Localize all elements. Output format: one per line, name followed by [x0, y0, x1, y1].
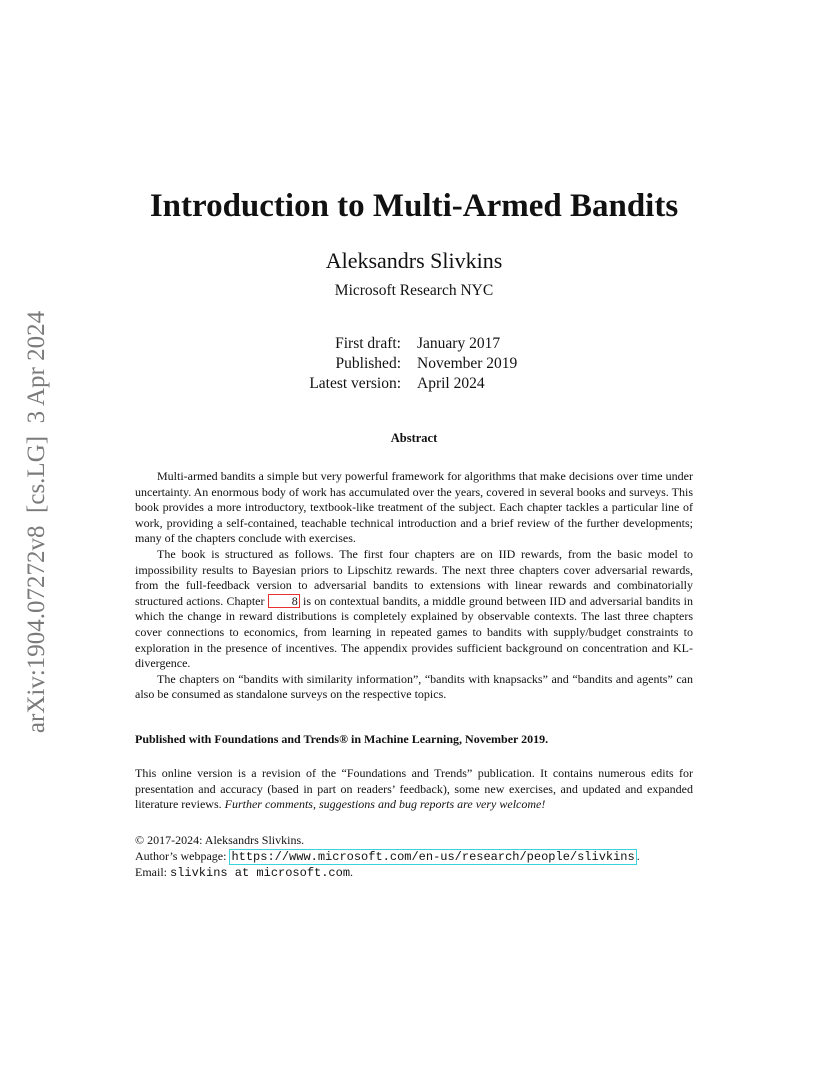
email-address: slivkins at microsoft.com: [170, 866, 351, 881]
copyright-line: © 2017-2024: Aleksandrs Slivkins.: [135, 833, 305, 847]
abstract-text: The book is structured as follows. The first four chapters are on IID rewards, from the basic model to impossibility results to Bayesian priors to Lipschitz rewards. The next three chapters cover adversarial rewards, from the full-feedback version to adversarial bandits to extensions with linear rewards and combinatorially structured actions. Chapter: [135, 546, 693, 608]
author-name: Aleksandrs Slivkins: [325, 248, 503, 273]
revision-text: This online version is a revision of the “Foundations and Trends” publication. It contains numerous edits for presentation and accuracy (based in part on readers’ feedback), some new exercises, and updated and expanded literature reviews.: [135, 766, 693, 812]
revision-emphasis: Further comments, suggestions and bug reports are very welcome!: [224, 797, 546, 812]
webpage-line: Author’s webpage: https://www.microsoft.com/en-us/research/people/slivkins .: [135, 848, 640, 864]
abstract-body: [135, 469, 693, 703]
webpage-link[interactable]: https://www.microsoft.com/en-us/research/people/slivkins: [231, 849, 635, 864]
date-label: First draft:: [335, 335, 401, 352]
paper-title: Introduction to Multi-Armed Bandits: [149, 188, 679, 224]
abstract-heading: Abstract: [390, 431, 438, 445]
email-line: Email: slivkins at microsoft.com.: [135, 865, 354, 881]
date-row: [303, 354, 517, 374]
publication-note-text: Published with Foundations and Trends® in Machine Learning, November 2019.: [135, 732, 549, 746]
date-row: [303, 374, 517, 394]
webpage-label: Author’s webpage:: [135, 848, 230, 863]
date-label: Published:: [335, 355, 401, 372]
date-value: April 2024: [417, 375, 485, 392]
contact-block: [135, 833, 735, 882]
abstract-text: is on contextual bandits, a middle ground between IID and adversarial bandits in which the change in reward distributions is completely explained by observable contexts. The last three chapters cover connections to economics, from learning in repeated games to bandits with supply/budget constraints to exploration in the presence of incentives. The appendix provides sufficient background on concentration and KL-divergence.: [135, 593, 693, 671]
date-value: November 2019: [417, 355, 518, 372]
date-label: Latest version:: [309, 375, 401, 392]
email-label: Email:: [135, 865, 170, 880]
revision-paragraph: [135, 766, 693, 813]
revision-note: [135, 766, 693, 813]
publication-note: [135, 732, 693, 748]
abstract-paragraph: Multi-armed bandits a simple but very powerful framework for algorithms that make decisions over time under uncertainty. An enormous body of work has accumulated over the years, covered in several books and surveys. This book provides a more introductory, textbook-like treatment of the subject. Each chapter tackles a particular line of work, providing a self-contained, teachable technical introduction and a brief review of the further developments; many of the chapters conclude with exercises.: [135, 469, 693, 546]
abstract-paragraph: [135, 547, 693, 672]
abstract-paragraph: The chapters on “bandits with similarity information”, “bandits with knapsacks” and “bandits and agents” can also be consumed as standalone surveys on the respective topics.: [135, 671, 693, 702]
chapter-reference-link[interactable]: 8: [268, 594, 300, 608]
date-row: [303, 334, 517, 354]
date-value: January 2017: [417, 335, 501, 352]
author-affiliation: Microsoft Research NYC: [334, 282, 494, 299]
date-table: [303, 334, 517, 394]
arxiv-identifier: arXiv:1904.07272v8 [cs.LG] 3 Apr 2024: [23, 310, 50, 734]
